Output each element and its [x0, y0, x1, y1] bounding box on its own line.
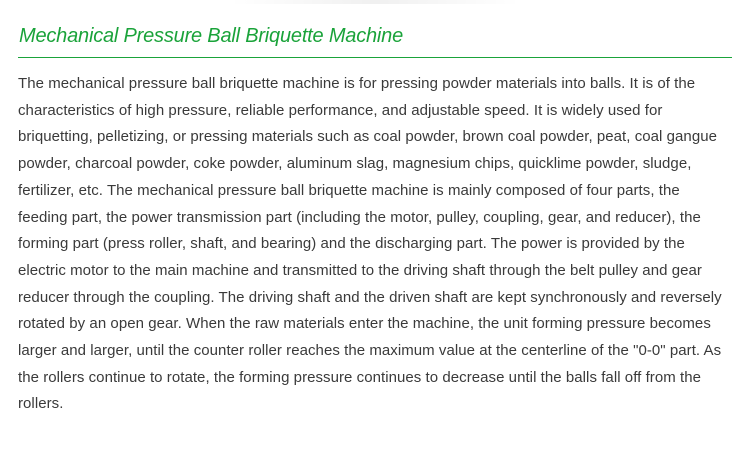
section-body-text: The mechanical pressure ball briquette machine is for pressing powder materials into balls. It is of the characteristics of high pressure, reliable performance, and adjustable speed. It is widely used for briquetting, pelletizing, or pressing materials such as coal powder, brown coal powder, peat, coal gangue powder, charcoal powder, coke powder, aluminum slag, magnesium chips, quicklime powder, sludge, fertilizer, etc. The mechanical pressure ball briquette machine is mainly composed of four parts, the feeding part, the power transmission part (including the motor, pulley, coupling, gear, and reducer), the forming part (press roller, shaft, and bearing) and the discharging part. The power is provided by the electric motor to the main machine and transmitted to the driving shaft through the belt pulley and gear reducer through the coupling. The driving shaft and the driven shaft are kept synchronously and reversely rotated by an open gear. When the raw materials enter the machine, the unit forming pressure becomes larger and larger, until the counter roller reaches the maximum value at the centerline of the "0-0" part. As the rollers continue to rotate, the forming pressure continues to decrease until the balls fall off from the rollers.: [18, 75, 722, 413]
article-section: [18, 22, 732, 418]
top-edge-shadow: [230, 0, 520, 4]
section-title: Mechanical Pressure Ball Briquette Machine: [18, 22, 732, 58]
